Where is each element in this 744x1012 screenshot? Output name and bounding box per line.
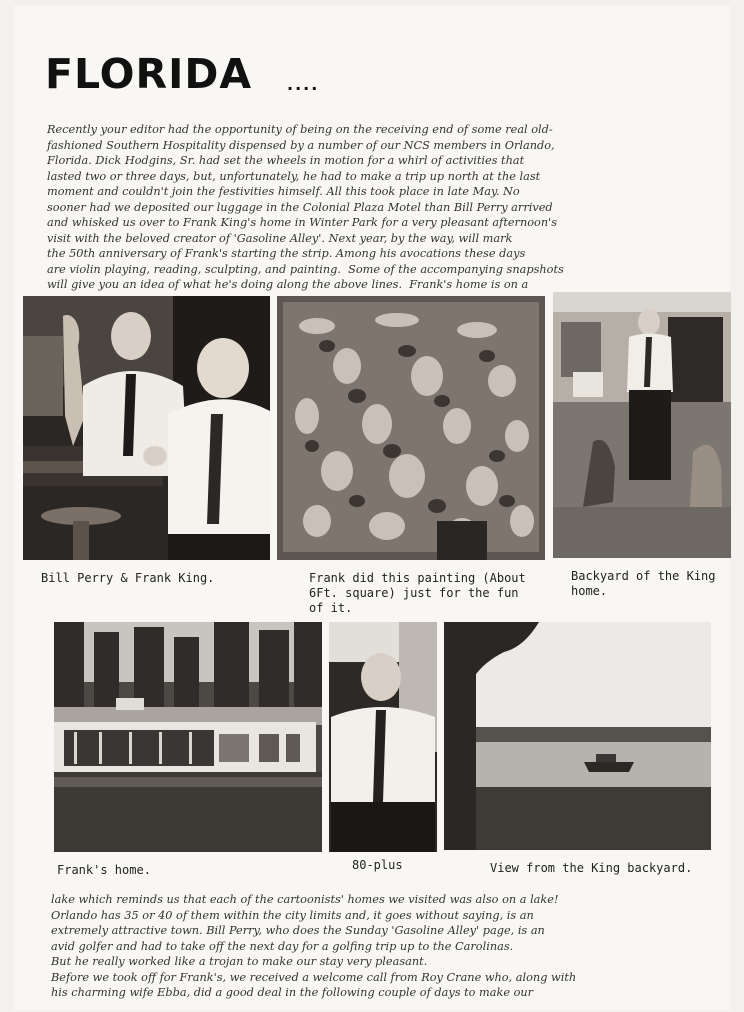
text-line: lake which reminds us that each of the cartoonists' homes we visited was also on a lake! (51, 893, 559, 906)
text-line: fashioned Southern Hospitality dispensed by a number of our NCS members in Orlando, (47, 138, 555, 152)
text-line: are violin playing, reading, sculpting, and painting. Some of the accompanying snapshots (47, 262, 564, 276)
text-line: sooner had we deposited our luggage in the Colonial Plaza Motel than Bill Perry arrived (47, 200, 553, 214)
caption-franks-home: Frank's home. (57, 863, 151, 877)
text-line: avid golfer and had to take off the next day for a golfing trip up to the Carolinas. (51, 939, 514, 953)
photo-lake-view (444, 622, 711, 850)
photo-perry-and-king (23, 296, 270, 560)
photo-franks-home (54, 622, 322, 852)
text-line: will give you an idea of what he's doing along the above lines. Frank's home is on a (47, 278, 529, 291)
caption-lake-view: View from the King backyard. (490, 861, 693, 875)
text-line: Orlando has 35 or 40 of them within the city limits and, it goes without saying, is an (51, 908, 534, 922)
text-line: But he really worked like a trojan to make our stay very pleasant. (51, 955, 428, 968)
title-ellipsis: .... (287, 75, 320, 94)
caption-backyard: Backyard of the King home. (571, 569, 716, 598)
text-line: Before we took off for Frank's, we received a welcome call from Roy Crane who, along with (51, 970, 577, 984)
text-line: Florida. Dick Hodgins, Sr. had set the wheels in motion for a whirl of activities that (47, 154, 525, 167)
text-line: extremely attractive town. Bill Perry, who does the Sunday 'Gasoline Alley' page, is an (51, 924, 545, 937)
photo-backyard (553, 292, 731, 558)
outro-paragraph (51, 892, 576, 1001)
text-line: moment and couldn't join the festivities himself. All this took place in late May. No (47, 185, 520, 198)
article-title: FLORIDA (45, 50, 253, 98)
text-line: and whisked us over to Frank King's home in Winter Park for a very pleasant afternoon's (47, 216, 558, 229)
intro-paragraph (47, 122, 564, 293)
text-line: the 50th anniversary of Frank's starting the strip. Among his avocations these days (47, 247, 526, 260)
photo-eighty-plus (329, 622, 437, 852)
caption-eighty-plus: 80-plus (352, 858, 403, 872)
caption-perry-and-king: Bill Perry & Frank King. (41, 571, 215, 585)
text-line: visit with the beloved creator of 'Gasoline Alley'. Next year, by the way, will mark (47, 231, 513, 245)
text-line: his charming wife Ebba, did a good deal in the following couple of days to make our (51, 986, 534, 999)
text-line: Recently your editor had the opportunity of being on the receiving end of some real old- (47, 123, 553, 136)
caption-painting: Frank did this painting (About 6Ft. square) just for the fun of it. (309, 571, 526, 615)
text-line: lasted two or three days, but, unfortunately, he had to make a trip up north at the last (47, 169, 541, 183)
photo-painting (277, 296, 545, 560)
